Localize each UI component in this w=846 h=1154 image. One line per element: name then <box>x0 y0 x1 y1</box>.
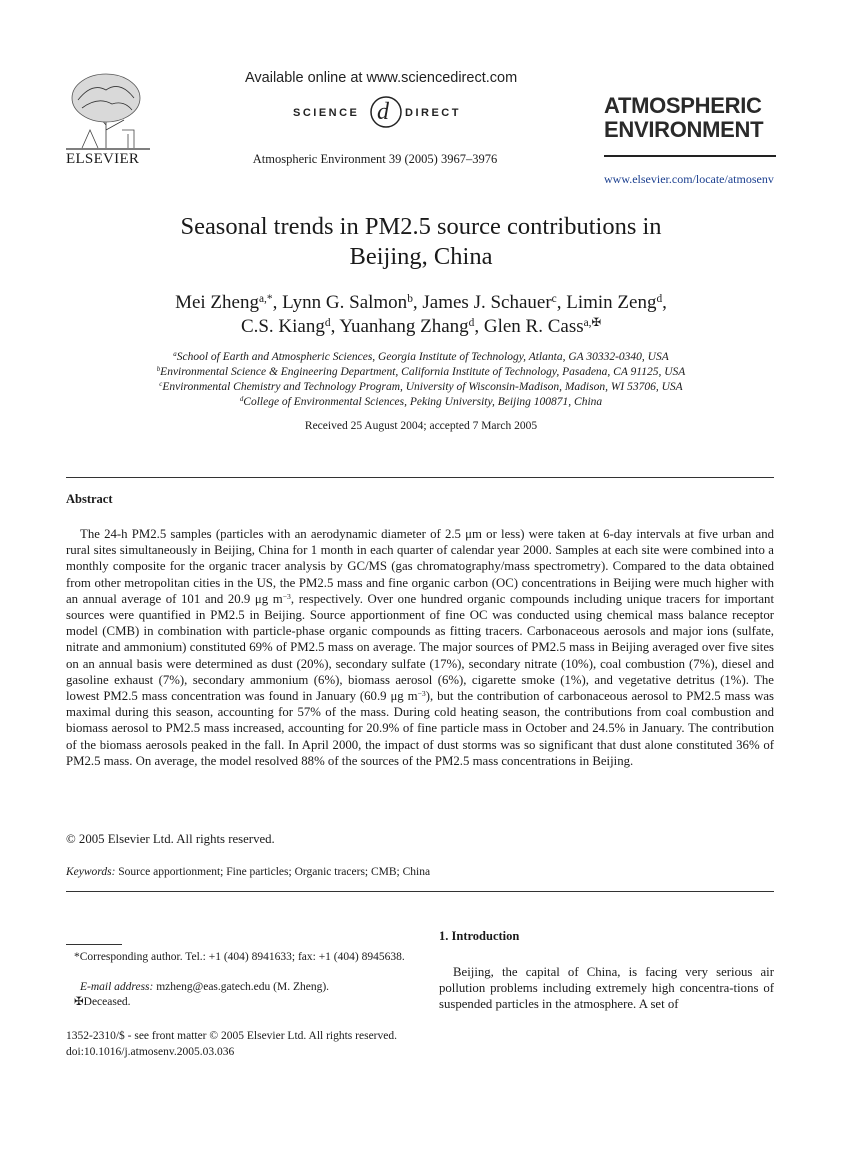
email-label: E-mail address: <box>80 981 154 993</box>
doi-line[interactable]: doi:10.1016/j.atmosenv.2005.03.036 <box>66 1046 235 1058</box>
author-name[interactable]: Glen R. Cass <box>483 316 584 337</box>
author-sep: , <box>474 316 484 337</box>
journal-rule <box>604 155 776 157</box>
author-list <box>60 291 782 339</box>
footnote-corresponding: *Corresponding author. Tel.: +1 (404) 8941633; fax: +1 (404) 8945638. <box>74 951 405 963</box>
abstract-text-2: , respectively. Over one hundred organic compounds including unique tracers for important sources were quantified in PM2.5 in Beijing. Source apportionment of fine OC was conducted using chemical mass balance receptor model (CMB) in combination with particle-phase organic compounds as fitting tracers. Carbonaceous aerosols and major ions (sulfate, nitrate and ammonium) constituted 69% of PM2.5 mass on average. The major sources of PM2.5 mass in Beijing averaged over five sites on an annual basis were determined as dust (20%), secondary sulfate (17%), secondary nitrate (10%), coal combustion (7%), diesel and gasoline exhaust (7%), secondary ammonium (6%), biomass aerosol (6%), cigarette smoke (1%), and vegetative detritus (1%). The lowest PM2.5 mass concentration was found in January (60.9 μg m <box>66 591 774 704</box>
author-sep: , <box>662 292 667 313</box>
affiliation-text: Environmental Chemistry and Technology Program, University of Wisconsin-Madison, Madison, WI 53706, USA <box>162 381 683 393</box>
affiliation-item <box>60 380 782 395</box>
abstract-text-3: ), but the contribution of carbonaceous aerosol to PM2.5 mass was maximal during this season, accounting for 57% of the mass. During cold heating season, the contributions from coal combustion and biomass aerosol to PM2.5 mass increased, accounting for 20.9% of fine particle mass in October and 24.5% in January. The contribution of the biomass aerosols peaked in the fall. In April 2000, the impact of dust storms was so significant that dust alone constituted 36% of PM2.5 mass. On average, the model resolved 88% of the sources of the PM2.5 mass concentrations in Beijing. <box>66 689 774 768</box>
elsevier-tree-logo <box>62 70 154 160</box>
affiliation-sup: b <box>156 366 161 374</box>
sd-logo-science: SCIENCE <box>293 107 360 119</box>
author-name[interactable]: C.S. Kiang <box>240 316 325 337</box>
title-line2: Beijing, China <box>349 243 493 270</box>
author-sep: , <box>556 292 567 313</box>
journal-citation: Atmospheric Environment 39 (2005) 3967–3976 <box>252 152 498 166</box>
publisher-name: ELSEVIER <box>66 151 140 167</box>
author-sep: , <box>412 292 423 313</box>
author-line-1 <box>60 291 782 315</box>
author-name[interactable]: Yuanhang Zhang <box>339 316 469 337</box>
keywords-list: Source apportionment; Fine particles; Organic tracers; CMB; China <box>118 866 431 878</box>
divider-top <box>66 477 774 478</box>
affiliation-item <box>60 350 782 365</box>
abstract-heading: Abstract <box>66 492 113 506</box>
author-sep: , <box>330 316 340 337</box>
author-name[interactable]: Limin Zeng <box>566 292 657 313</box>
journal-url-link[interactable]: www.elsevier.com/locate/atmosenv <box>604 172 774 186</box>
sciencedirect-logo <box>293 92 483 132</box>
intro-paragraph: Beijing, the capital of China, is facing very serious air pollution problems including extremely high concentra-tions of suspended particles in the atmosphere. A set of <box>439 965 774 1012</box>
abstract-text-1: The 24-h PM2.5 samples (particles with an aerodynamic diameter of 2.5 μm or less) were taken at 6-day intervals at five urban and rural sites simultaneously in Beijing, China for 1 month in each quarter of calendar year 2000. Samples at each site were combined into a monthly composite for the organic tracer analysis by GC/MS (gas chromatography/mass spectrometry). Compared to the data obtained from other metropolitan cities in the US, the PM2.5 mass and fine organic carbon (OC) concentrations in Beijing were much higher with an annual average of 101 and 20.9 μg m <box>66 527 774 606</box>
intro-body <box>439 964 774 1013</box>
affiliation-sup: c <box>159 381 163 389</box>
journal-name <box>604 94 776 142</box>
unit-sup: −3 <box>282 591 291 601</box>
author-sup[interactable]: b <box>407 292 413 305</box>
author-line-2 <box>60 315 782 339</box>
footnote-rule <box>66 944 122 945</box>
email-link[interactable]: mzheng@eas.gatech.edu (M. Zheng). <box>156 981 330 993</box>
author-sup[interactable]: d <box>468 316 475 329</box>
affiliation-text: Environmental Science & Engineering Department, California Institute of Technology, Pasadena, CA 91125, USA <box>160 366 686 378</box>
affiliation-text: College of Environmental Sciences, Peking University, Beijing 100871, China <box>243 396 603 408</box>
affiliation-item <box>60 365 782 380</box>
author-name[interactable]: Mei Zheng <box>175 292 259 313</box>
author-sep: , <box>272 292 283 313</box>
journal-name-line1: ATMOSPHERIC <box>604 93 762 118</box>
author-sup[interactable]: a,* <box>258 292 273 305</box>
intro-heading: 1. Introduction <box>439 929 520 943</box>
received-dates: Received 25 August 2004; accepted 7 March 2005 <box>304 420 538 432</box>
author-sup[interactable]: c <box>551 292 557 305</box>
footnote-email <box>66 980 329 995</box>
abstract-body <box>66 526 774 769</box>
author-name[interactable]: Lynn G. Salmon <box>282 292 408 313</box>
sciencedirect-available-text[interactable]: Available online at www.sciencedirect.com <box>245 70 518 86</box>
affiliation-item <box>60 395 782 410</box>
affiliations <box>60 350 782 410</box>
author-sup[interactable]: a,✠ <box>583 316 602 329</box>
affiliation-sup: d <box>239 396 244 404</box>
unit-sup: −3 <box>417 688 426 698</box>
article-title <box>60 212 782 272</box>
footnote-deceased: ✠Deceased. <box>74 996 131 1008</box>
abstract-paragraph <box>66 526 774 769</box>
author-sup[interactable]: d <box>656 292 663 305</box>
keywords <box>66 866 430 878</box>
author-name[interactable]: James J. Schauer <box>422 292 552 313</box>
issn-line: 1352-2310/$ - see front matter © 2005 Elsevier Ltd. All rights reserved. <box>66 1030 397 1042</box>
svg-text:d: d <box>377 99 389 125</box>
journal-name-line2: ENVIRONMENT <box>604 117 764 142</box>
affiliation-sup: a <box>173 351 177 359</box>
keywords-label: Keywords: <box>66 866 116 878</box>
sd-logo-direct: DIRECT <box>405 107 461 119</box>
divider-bottom <box>66 891 774 892</box>
author-sup[interactable]: d <box>324 316 331 329</box>
copyright-notice: © 2005 Elsevier Ltd. All rights reserved. <box>66 832 275 846</box>
title-line1: Seasonal trends in PM2.5 source contributions in <box>180 213 662 240</box>
affiliation-text: School of Earth and Atmospheric Sciences, Georgia Institute of Technology, Atlanta, GA 30332-0340, USA <box>176 351 669 363</box>
